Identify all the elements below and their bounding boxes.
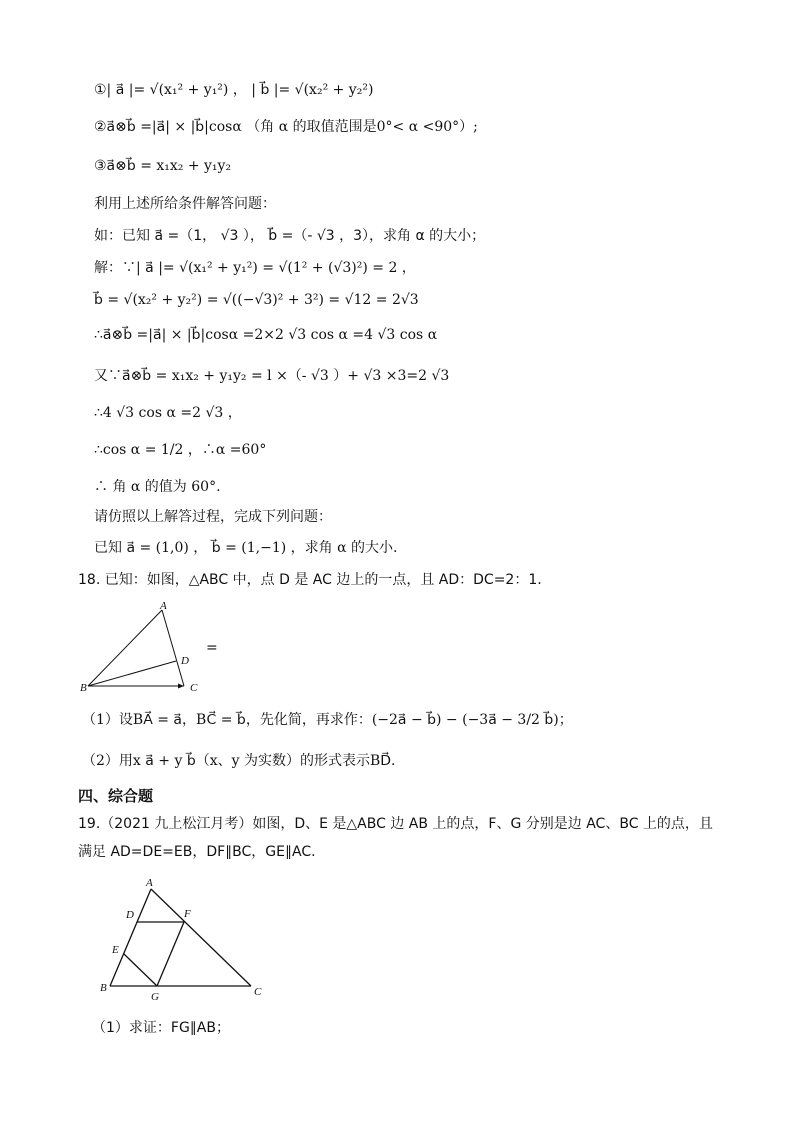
solution-line-5: ∴4 √3 cos α =2 √3 ，: [94, 405, 242, 421]
segment-ab: [110, 889, 151, 986]
solution-line-4: 又∵a⃗⊗b⃗ = x₁x₂ + y₁y₂ = l ×（- √3 ）+ √3 ×3=2 √3: [94, 368, 450, 384]
label-e: E: [112, 944, 119, 956]
instruction-line: 利用上述所给条件解答问题：: [94, 196, 276, 212]
condition-3: ③a⃗⊗b⃗ = x₁x₂ + y₁y₂: [94, 158, 232, 174]
triangle-abc-figure-18: [74, 598, 214, 698]
solution-line-6: ∴cos α = 1/2 ，∴α =60°: [94, 442, 267, 458]
section-heading: 四、综合题: [78, 787, 154, 805]
label-b: B: [80, 682, 87, 694]
label-a: A: [146, 877, 153, 889]
label-a: A: [160, 600, 167, 612]
question-19-line-1: 19.（2021 九上松江月考）如图，D、E 是△ABC 边 AB 上的点，F、G 分别是边 AC、BC 上的点，且: [78, 816, 713, 832]
label-c: C: [254, 986, 262, 998]
solution-line-1: 解：∵| a⃗ |= √(x₁² + y₁²) = √(1² + (√3)²) = 2 ，: [94, 260, 416, 276]
segment-ac: [151, 889, 251, 986]
example-line: 如：已知 a⃗ =（1， √3 ）， b⃗ =（- √3 ，3），求角 α 的大小；: [94, 228, 486, 244]
label-g: G: [151, 991, 159, 1003]
condition-1: ①| a⃗ |= √(x₁² + y₁²) ， | b⃗ |= √(x₂² + y₂²): [94, 82, 374, 98]
segment-ba: [88, 610, 162, 686]
label-c: C: [190, 682, 198, 694]
stray-equals: =: [206, 640, 218, 656]
triangle-abc-figure-19: [94, 873, 274, 1005]
label-f: F: [184, 908, 191, 920]
exercise-line: 已知 a⃗ = (1,0) ， b⃗ = (1,−1) ，求角 α 的大小.: [94, 540, 398, 556]
solution-line-2: b⃗ = √(x₂² + y₂²) = √((−√3)² + 3²) = √12 = 2√3: [94, 292, 419, 308]
segment-ac: [162, 610, 184, 686]
segment-eg: [124, 954, 157, 986]
label-d: D: [126, 909, 134, 921]
solution-line-3: ∴a⃗⊗b⃗ =|a⃗| × |b⃗|cosα =2×2 √3 cos α =4 √3 cos α: [94, 327, 438, 343]
label-d: D: [181, 655, 189, 667]
question-18: 18. 已知：如图，△ABC 中，点 D 是 AC 边上的一点，且 AD：DC=2：1.: [78, 572, 542, 588]
label-b: B: [100, 982, 107, 994]
imitate-instruction: 请仿照以上解答过程，完成下列问题：: [94, 509, 332, 525]
question-19-part-1: （1）求证：FG∥AB；: [92, 1020, 230, 1036]
segment-bd: [88, 661, 176, 686]
question-19-line-2: 满足 AD=DE=EB，DF∥BC，GE∥AC.: [78, 844, 316, 860]
question-18-part-1: （1）设BA⃗ = a⃗，BC⃗ = b⃗，先化简，再求作：(−2a⃗ − b⃗) − (−3a⃗ − 3/2 b⃗)；: [82, 712, 573, 728]
segment-fg: [157, 922, 184, 986]
question-18-part-2: （2）用x a⃗ + y b⃗（x、y 为实数）的形式表示BD⃗.: [82, 753, 396, 769]
condition-2: ②a⃗⊗b⃗ =|a⃗| × |b⃗|cosα （角 α 的取值范围是0°< α <90°）;: [94, 119, 478, 135]
solution-line-7: ∴ 角 α 的值为 60°.: [94, 479, 221, 495]
